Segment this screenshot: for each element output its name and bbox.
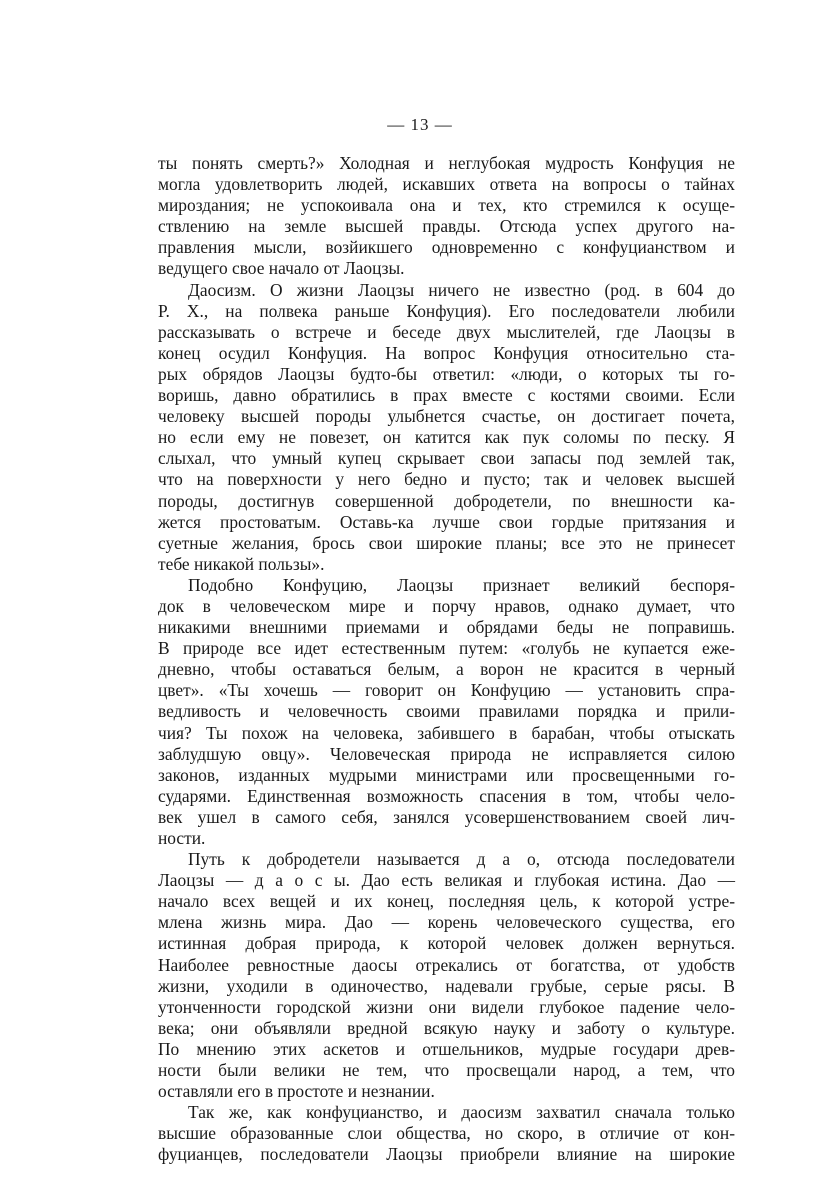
text-line: человеку высшей породы улыбнется счастье, он достигает почета,	[158, 406, 735, 427]
text-line: чия? Ты похож на человека, забившего в барабан, чтобы отыскать	[158, 722, 735, 743]
text-line: В природе все идет естественным путем: «голубь не купается еже-	[158, 638, 735, 659]
text-line: слыхал, что умный купец скрывает свои запасы под землей так,	[158, 448, 735, 469]
text-line: цвет». «Ты хочешь — говорит он Конфуцию — установить спра-	[158, 680, 735, 701]
text-line: тебе никакой пользы».	[158, 553, 325, 574]
text-line: Р. X., на полвека раньше Конфуция). Его последователи любили	[158, 300, 735, 321]
text-line: истинная добрая природа, к которой человек должен вернуться.	[158, 933, 735, 954]
paragraph	[158, 280, 735, 575]
text-line: мироздания; не успокоивала она и тех, кто стремился к осуще-	[158, 195, 735, 216]
text-line: заблудшую овцу». Человеческая природа не исправляется силою	[158, 743, 735, 764]
text-line: Подобно Конфуцию, Лаоцзы признает великий беспоря-	[188, 574, 735, 595]
text-line: законов, изданных мудрыми министрами или просвещенными го-	[158, 764, 735, 785]
text-line: породы, достигнув совершенной добродетели, по внешности ка-	[158, 490, 735, 511]
text-line: Даосизм. О жизни Лаоцзы ничего не известно (род. в 604 до	[188, 279, 735, 300]
text-line: жизни, уходили в одиночество, надевали грубые, серые рясы. В	[158, 975, 735, 996]
text-line: оставляли его в простоте и незнании.	[158, 1081, 435, 1102]
text-line: ствлению на земле высшей правды. Отсюда успех другого на-	[158, 216, 735, 237]
text-line: конец осудил Конфуция. На вопрос Конфуция относительно ста-	[158, 342, 735, 363]
paragraph	[158, 1102, 735, 1165]
text-line: Наиболее ревностные даосы отрекались от богатства, от удобств	[158, 954, 735, 975]
text-line: ведущего свое начало от Лаоцзы.	[158, 258, 405, 279]
text-line: Путь к добродетели называется д а о, отсюда последователи	[188, 849, 735, 870]
body-text	[158, 153, 735, 1166]
text-line: По мнению этих аскетов и отшельников, мудрые государи древ-	[158, 1038, 735, 1059]
text-line: рассказывать о встрече и беседе двух мыслителей, где Лаоцзы в	[158, 321, 735, 342]
text-line: Так же, как конфуцианство, и даосизм захватил сначала только	[188, 1102, 735, 1123]
text-line: начало всех вещей и их конец, последняя цель, к которой устре-	[158, 891, 735, 912]
text-line: дневно, чтобы оставаться белым, а ворон не красится в черный	[158, 659, 735, 680]
text-line: сударями. Единственная возможность спасения в том, чтобы чело-	[158, 785, 735, 806]
text-line: ты понять смерть?» Холодная и неглубокая мудрость Конфуция не	[158, 153, 735, 173]
text-line: утонченности городской жизни они видели глубокое падение чело-	[158, 996, 735, 1017]
text-line: фуцианцев, последователи Лаоцзы приобрели влияние на широкие	[158, 1144, 735, 1165]
text-line: рых обрядов Лаоцзы будто-бы ответил: «люди, о которых ты го-	[158, 363, 735, 384]
paragraph	[158, 153, 735, 280]
text-line: могла удовлетворить людей, искавших ответа на вопросы о тайнах	[158, 174, 735, 195]
text-line: ности.	[158, 828, 206, 848]
text-line: ведливость и человечность своими правилами порядка и прили-	[158, 701, 735, 722]
paragraph	[158, 849, 735, 1102]
page-number: — 13 —	[387, 115, 453, 134]
text-line: суетные желания, брось свои широкие планы; все это не принесет	[158, 532, 735, 553]
paragraph	[158, 575, 735, 849]
text-line: док в человеческом мире и порчу нравов, однако думает, что	[158, 595, 735, 616]
text-line: никакими внешними приемами и обрядами беды не поправишь.	[158, 617, 735, 638]
text-line: высшие образованные слои общества, но скоро, в отличие от кон-	[158, 1123, 735, 1144]
text-line: века; они объявляли вредной всякую науку и заботу о культуре.	[158, 1017, 735, 1038]
text-line: воришь, давно обратились в прах вместе с костями своими. Если	[158, 385, 735, 406]
text-line: жется простоватым. Оставь-ка лучше свои гордые притязания и	[158, 511, 735, 532]
text-line: век ушел в самого себя, занялся усовершенствованием своей лич-	[158, 806, 735, 827]
text-line: но если ему не повезет, он катится как пук соломы по песку. Я	[158, 427, 735, 448]
text-line: ности были велики не тем, что просвещали народ, а тем, что	[158, 1060, 735, 1081]
text-line: правления мысли, возйикшего одновременно с конфуцианством и	[158, 237, 735, 258]
text-line: Лаоцзы — д а о с ы. Дао есть великая и глубокая истина. Дао —	[158, 870, 735, 891]
text-line: млена жизнь мира. Дао — корень человеческого существа, его	[158, 912, 735, 933]
text-line: что на поверхности у него бедно и пусто; так и человек высшей	[158, 469, 735, 490]
